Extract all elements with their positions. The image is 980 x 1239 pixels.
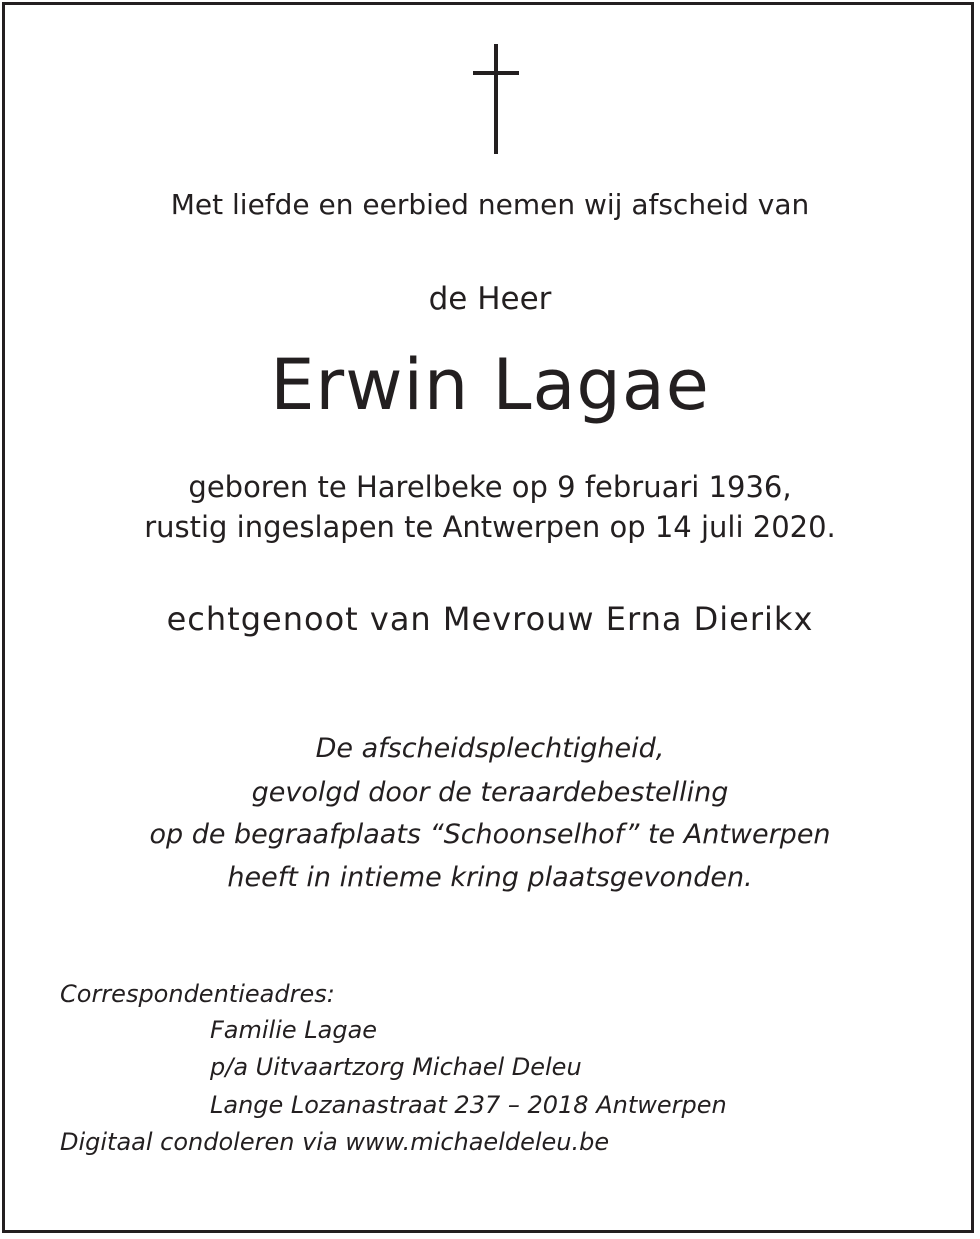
- ceremony-line: op de begraafplaats “Schoonselhof” te Antwerpen: [149, 819, 831, 850]
- correspondence-care-of: p/a Uitvaartzorg Michael Deleu: [210, 1053, 582, 1081]
- ceremony-line: heeft in intieme kring plaatsgevonden.: [227, 862, 753, 893]
- correspondence-label: Correspondentieadres:: [60, 980, 335, 1008]
- spouse-line: echtgenoot van Mevrouw Erna Dierikx: [166, 600, 814, 638]
- death-line: rustig ingeslapen te Antwerpen op 14 juli 2020.: [144, 510, 836, 544]
- cross-icon: [473, 44, 519, 154]
- birth-line: geboren te Harelbeke op 9 februari 1936,: [188, 470, 792, 504]
- deceased-name: Erwin Lagae: [270, 344, 710, 426]
- ceremony-line: De afscheidsplechtigheid,: [315, 733, 665, 764]
- condolence-website-text: Digitaal condoleren via www.michaeldeleu.be: [60, 1128, 610, 1156]
- intro-text: Met liefde en eerbied nemen wij afscheid van: [170, 188, 810, 221]
- ceremony-line: gevolgd door de teraardebestelling: [251, 777, 729, 808]
- correspondence-address: Lange Lozanastraat 237 – 2018 Antwerpen: [210, 1091, 727, 1119]
- honorific: de Heer: [428, 281, 552, 317]
- correspondence-family: Familie Lagae: [210, 1016, 378, 1044]
